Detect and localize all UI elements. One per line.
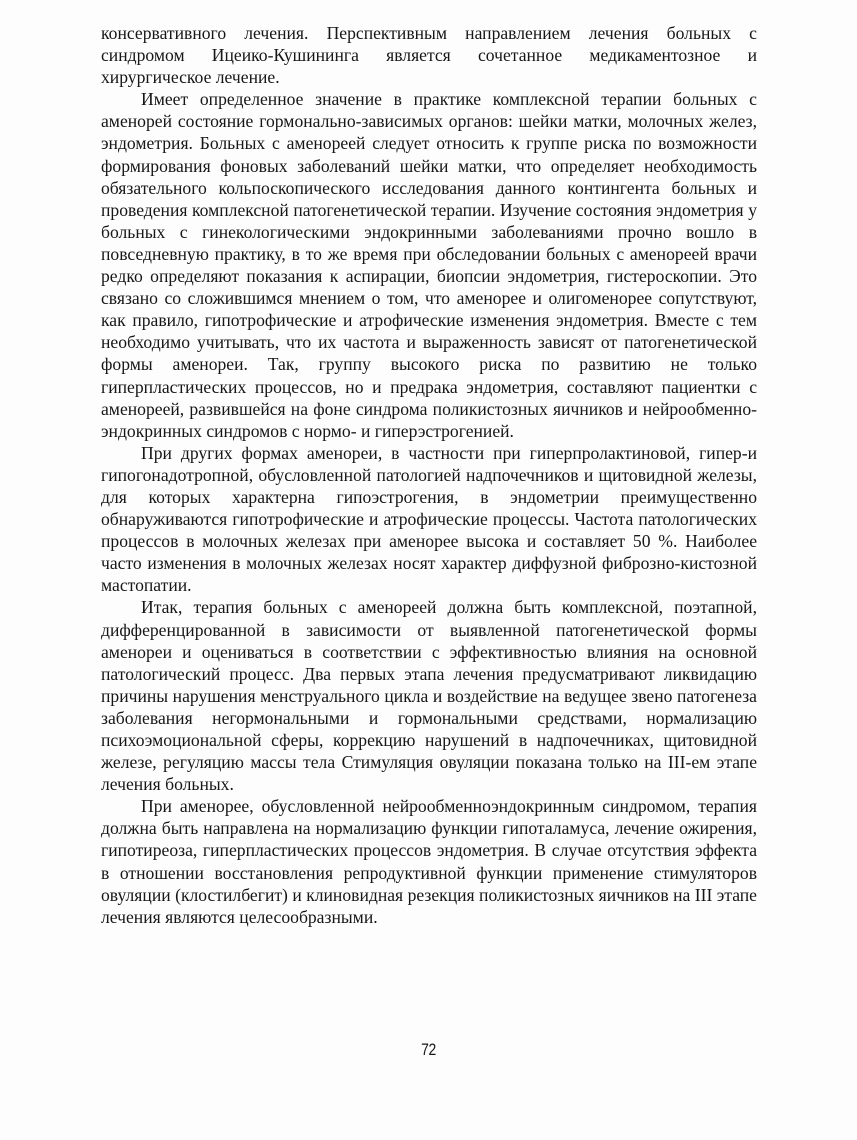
page-number: 72 xyxy=(421,1040,436,1059)
paragraph-1: консервативного лечения. Перспективным направлением лечения больных с синдромом Ицеико-Кушининга является сочетанное медикаментозное и хирургическое лечение. xyxy=(101,23,757,88)
paragraph-5: При аменорее, обусловленной нейрообменноэндокринным синдромом, терапия должна быть направлена на нормализацию функции гипоталамуса, лечение ожирения, гипотиреоза, гиперпластических процессов эндометрия. В случае отсутствия эффекта в отношении восстановления репродуктивной функции применение стимуляторов овуляции (клостилбегит) и клиновидная резекция поликистозных яичников на III этапе лечения являются целесообразными. xyxy=(101,796,757,927)
paragraph-3: При других формах аменореи, в частности при гиперпролактиновой, гипер-и гипогонадотропной, обусловленной патологией надпочечников и щитовидной железы, для которых характерна гипоэстрогения, в эндометрии преимущественно обнаруживаются гипотрофические и атрофические процессы. Частота патологических процессов в молочных железах при аменорее высока и составляет 50 %. Наиболее часто изменения в молочных железах носят характер диффузной фиброзно-кистозной мастопатии. xyxy=(101,442,757,596)
paragraph-4: Итак, терапия больных с аменореей должна быть комплексной, поэтапной, дифференцированной в зависимости от выявленной патогенетической формы аменореи и оцениваться в соответствии с эффективностью влияния на основной патологический процесс. Два первых этапа лечения предусматривают ликвидацию причины нарушения менструального цикла и воздействие на ведущее звено патогенеза заболевания негормональными и гормональными средствами, нормализацию психоэмоциональной сферы, коррекцию нарушений в надпочечниках, щитовидной железе, регуляцию массы тела Стимуляция овуляции показана только на III-ем этапе лечения больных. xyxy=(101,597,757,795)
paragraph-2: Имеет определенное значение в практике комплексной терапии больных с аменорей состояние гормонально-зависимых органов: шейки матки, молочных желез, эндометрия. Больных с аменореей следует относить к группе риска по возможности формирования фоновых заболеваний шейки матки, что определяет необходимость обязательного кольпоскопического исследования данного контингента больных и проведения комплексной патогенетической терапии. Изучение состояния эндометрия у больных с гинекологическими эндокринными заболеваниями прочно вошло в повседневную практику, в то же время при обследовании больных с аменореей врачи редко определяют показания к аспирации, биопсии эндометрия, гистероскопии. Это связано со сложившимся мнением о том, что аменорее и олигоменорее сопутствуют, как правило, гипотрофические и атрофические изменения эндометрия. Вместе с тем необходимо учитывать, что их частота и выраженность зависят от патогенетической формы аменореи. Так, группу высокого риска по развитию не только гиперпластических процессов, но и предрака эндометрия, составляют пациентки с аменореей, развившейся на фоне синдрома поликистозных яичников и нейрообменно-эндокринных синдромов с нормо- и гиперэстрогенией. xyxy=(101,89,757,441)
body-text xyxy=(101,22,757,928)
